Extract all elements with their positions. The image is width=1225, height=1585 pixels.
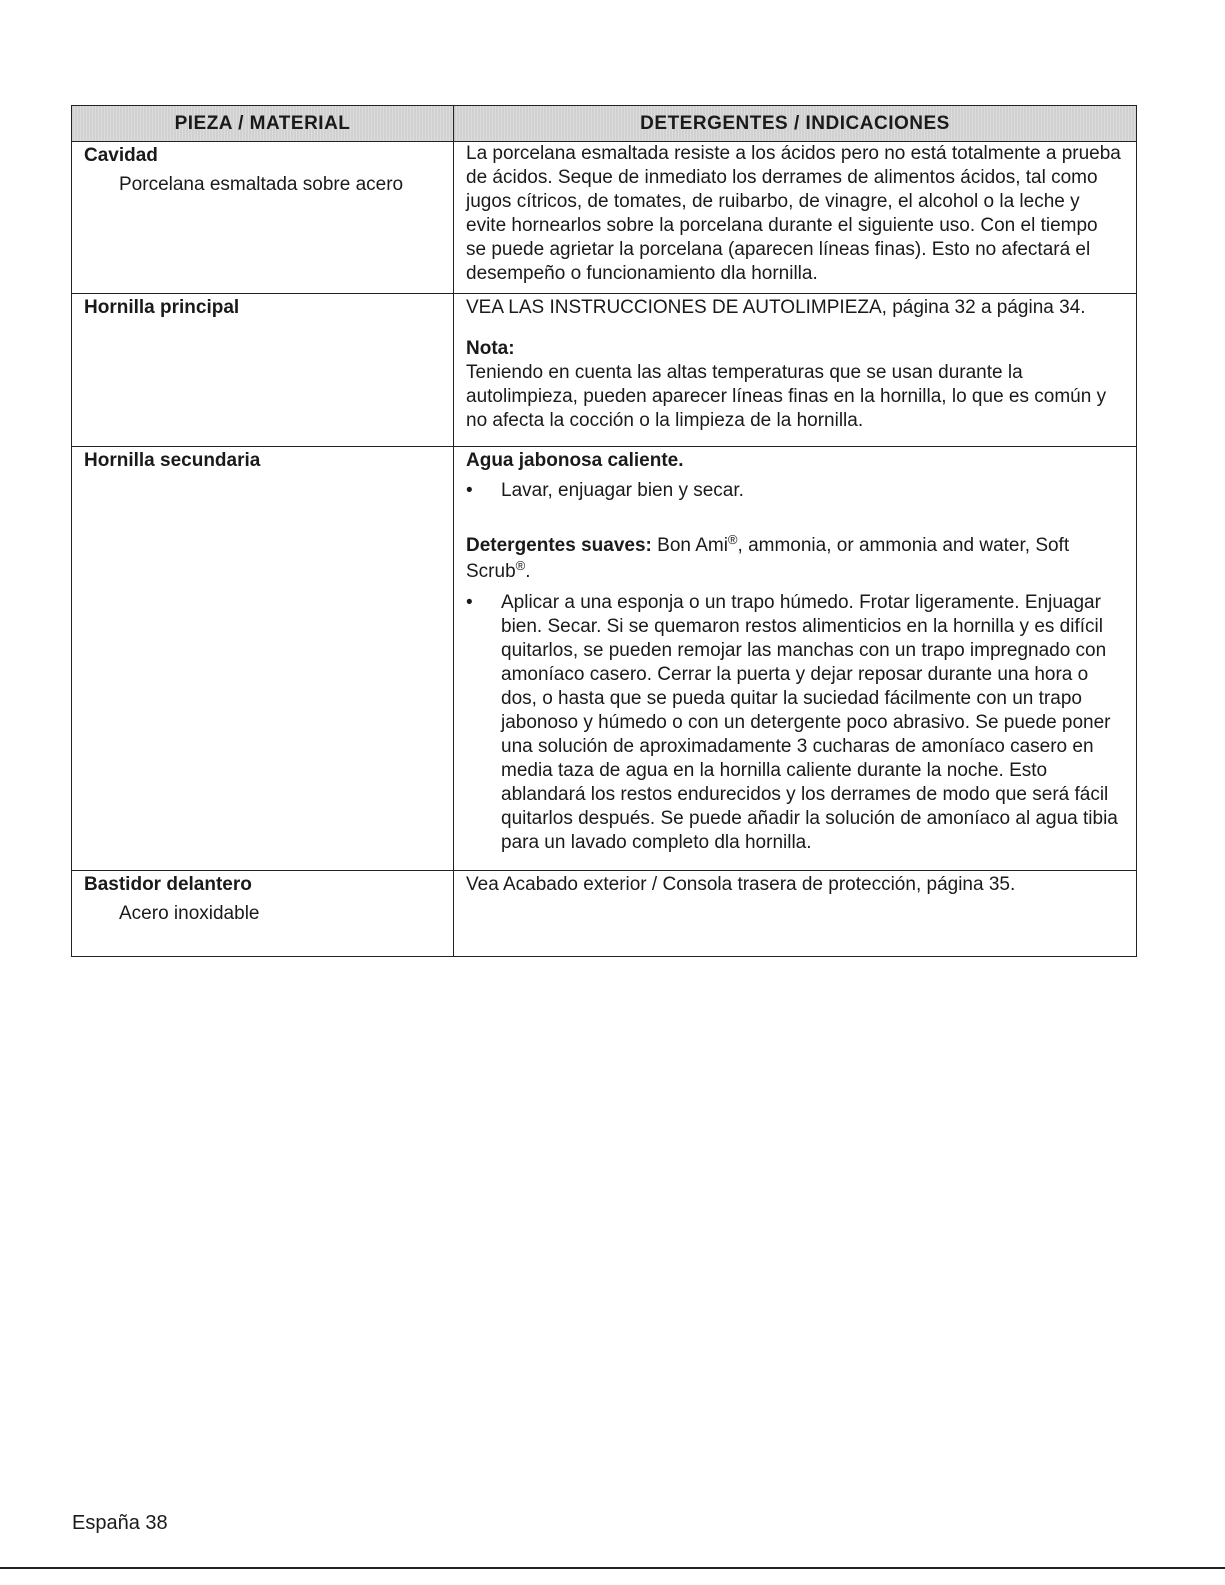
cleaning-table: [71, 105, 1137, 957]
header-cleaners-directions: DETERGENTES / INDICACIONES: [454, 106, 1137, 142]
period: .: [525, 561, 531, 582]
directions-text: Vea Acabado exterior / Consola trasera de protección, página 35.: [466, 874, 1016, 895]
brand-bon-ami: Bon Ami: [657, 535, 728, 556]
note-text: Teniendo en cuenta las altas temperaturas que se usan durante la autolimpieza, pueden aparecer líneas finas en la hornilla, lo que es común y no afecta la cocción o la limpieza de la hornilla.: [466, 362, 1107, 431]
directions-text: VEA LAS INSTRUCCIONES DE AUTOLIMPIEZA, página 32 a página 34.: [466, 297, 1086, 318]
mild-cleaners-label: Detergentes suaves:: [466, 535, 652, 556]
registered-mark: ®: [727, 532, 738, 547]
part-name: Hornilla secundaria: [84, 450, 261, 471]
table-row: [72, 871, 1137, 957]
bullet-icon: •: [466, 592, 473, 613]
directions-cell: [454, 871, 1137, 957]
mild-cleaners-list: , ammonia, or ammonia and water, Soft Scrub: [466, 535, 1070, 582]
directions-cell: [454, 294, 1137, 447]
mild-cleaners-paragraph: [466, 533, 1122, 585]
table-row: [72, 294, 1137, 447]
soapy-water-label: Agua jabonosa caliente.: [466, 450, 684, 471]
part-material: Acero inoxidable: [119, 903, 260, 924]
part-material: Porcelana esmaltada sobre acero: [119, 174, 404, 195]
bullet-text: Lavar, enjuagar bien y secar.: [501, 480, 744, 501]
part-name: Cavidad: [84, 145, 158, 166]
directions-cell: [454, 142, 1137, 294]
part-cell: [72, 142, 454, 294]
directions-cell: [454, 447, 1137, 871]
bottom-divider: [0, 1567, 1225, 1569]
table-row: [72, 447, 1137, 871]
registered-mark: ®: [515, 558, 526, 573]
part-cell: [72, 447, 454, 871]
part-name: Bastidor delantero: [84, 874, 252, 895]
part-cell: [72, 294, 454, 447]
directions-text: La porcelana esmaltada resiste a los ácidos pero no está totalmente a prueba de ácidos. Seque de inmediato los derrames de alimentos ácidos, tal como jugos cítricos, de tomates, de ruibarbo, de vinagre, el alcohol o la leche y evite hornearlos sobre la porcelana durante el siguiente uso. Con el tiempo se puede agrietar la porcelana (aparecen líneas finas). Esto no afectará el desempeño o funcionamiento dla hornilla.: [466, 143, 1121, 284]
list-item: [466, 591, 1122, 855]
table-row: [72, 142, 1137, 294]
bullet-icon: •: [466, 480, 473, 501]
page-number: España 38: [72, 1512, 168, 1534]
note-label: Nota:: [466, 338, 515, 359]
list-item: [466, 479, 1122, 503]
part-cell: [72, 871, 454, 957]
table-header-row: [72, 106, 1137, 142]
bullet-text: Aplicar a una esponja o un trapo húmedo. Frotar ligeramente. Enjuagar bien. Secar. Si se quemaron restos alimenticios en la hornilla y es difícil quitarlos, se pueden remojar las manchas con un trapo impregnado con amoníaco casero. Cerrar la puerta y dejar reposar durante una hora o dos, o hasta que se pueda quitar la suciedad fácilmente con un trapo jabonoso y húmedo o con un detergente poco abrasivo. Se puede poner una solución de aproximadamente 3 cucharas de amoníaco casero en media taza de agua en la hornilla caliente durante la noche. Esto ablandará los restos endurecidos y los derrames de modo que será fácil quitarlos después. Se puede añadir la solución de amoníaco al agua tibia para un lavado completo dla hornilla.: [501, 592, 1118, 853]
header-part-material: PIEZA / MATERIAL: [72, 106, 454, 142]
part-name: Hornilla principal: [84, 297, 240, 318]
